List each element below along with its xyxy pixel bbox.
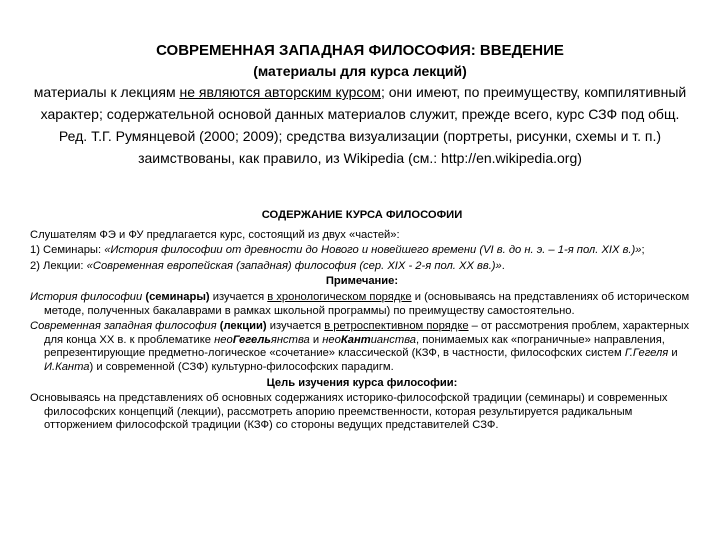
slide-subtitle: (материалы для курса лекций) xyxy=(253,63,467,79)
hegel-name: Г.Гегеля xyxy=(624,347,669,360)
desc-text-pre: материалы к лекциям xyxy=(33,84,180,100)
note2-subject: Современная западная философия xyxy=(30,320,217,333)
note2-format: (лекции) xyxy=(216,320,267,333)
neohegel-root: Гегель xyxy=(232,333,271,346)
note-title: Примечание: xyxy=(325,275,399,288)
part1-label: 1) Семинары: xyxy=(30,244,105,257)
note2-rest2: , понимаемых как «пограничные» направления, репрезентирующие предметно-логическое «сочетание» классической (КЗФ, в частности, философских систем xyxy=(44,333,665,360)
note2-order: в ретроспективном порядке xyxy=(324,320,469,333)
note1-order: в хронологическом порядке xyxy=(267,290,412,303)
part1-title: «История философии от древности до Нового и новейшего времени (VI в. до н. э. – 1-я пол. XIX в.)» xyxy=(104,244,642,257)
desc-text-underlined: не являются авторским курсом xyxy=(179,84,381,100)
neohegel-term xyxy=(214,334,310,346)
note-paragraph-1 xyxy=(30,291,694,318)
neokant-suffix: ианства xyxy=(370,333,417,346)
note2-rest1: – от рассмотрения проблем, характерных для конца XX в. к проблематике xyxy=(44,320,690,346)
desc-text-post: ; они имеют, по преимуществу, компилятивный характер; содержательной основой данных материалов служит, прежде всего, курс СЗФ под общ. Ред. Т.Г. Румянцевой (2000; 2009); средства визуализации (портреты, рисунки, схемы и т. п.) заимствованы, как правило, из Wikipedia (см.: http://en.wikipedia.org) xyxy=(40,84,687,166)
neokant-prefix: нео xyxy=(322,333,341,346)
section-title: СОДЕРЖАНИЕ КУРСА ФИЛОСОФИИ xyxy=(261,209,463,221)
neokant-term xyxy=(322,334,416,346)
goal-title: Цель изучения курса философии: xyxy=(266,376,458,389)
neohegel-prefix: нео xyxy=(214,333,233,346)
part2-end: . xyxy=(501,259,505,272)
slide-header xyxy=(30,40,690,169)
note1-subject: История философии xyxy=(30,290,143,303)
slide-title: СОВРЕМЕННАЯ ЗАПАДНАЯ ФИЛОСОФИЯ: ВВЕДЕНИЕ xyxy=(156,42,564,59)
note1-rest: и (основываясь на представлениях об историческом методе, полученных бакалаврами в рамках школьной программы) по преимуществу самостоятельно. xyxy=(44,290,690,317)
neohegel-suffix: янства xyxy=(270,333,310,346)
note-paragraph-2 xyxy=(30,320,694,374)
note2-mid: изучается xyxy=(266,320,325,333)
slide-description xyxy=(30,81,690,169)
kant-name: И.Канта xyxy=(44,360,90,373)
neokant-root: Кант xyxy=(340,333,371,346)
intro-paragraph xyxy=(30,229,694,243)
goal-paragraph xyxy=(30,392,694,433)
intro-text: Слушателям ФЭ и ФУ предлагается курс, состоящий из двух «частей»: xyxy=(30,228,400,241)
note2-and: и xyxy=(309,333,323,346)
note2-and2: и xyxy=(668,347,678,360)
note2-rest3: ) и современной (СЗФ) культурно-философских парадигм. xyxy=(89,360,394,373)
part2-title: «Современная европейская (западная) философия (сер. XIX - 2-я пол. XX вв.)» xyxy=(86,259,502,272)
part2-label: 2) Лекции: xyxy=(30,259,87,272)
note1-format: (семинары) xyxy=(142,290,210,303)
note1-mid: изучается xyxy=(209,290,268,303)
list-item-part2 xyxy=(30,260,694,274)
goal-text: Основываясь на представлениях об основных содержаниях историко-философской традиции (семинары) и современных философских концепций (лекции), рассмотреть апорию преемственности, которая результируется радикальным отторжением философской традиции (КЗФ) со стороны ведущих представителей СЗФ. xyxy=(30,392,668,432)
course-content xyxy=(30,209,694,435)
list-item-part1 xyxy=(30,244,694,258)
part1-end: ; xyxy=(641,244,645,257)
